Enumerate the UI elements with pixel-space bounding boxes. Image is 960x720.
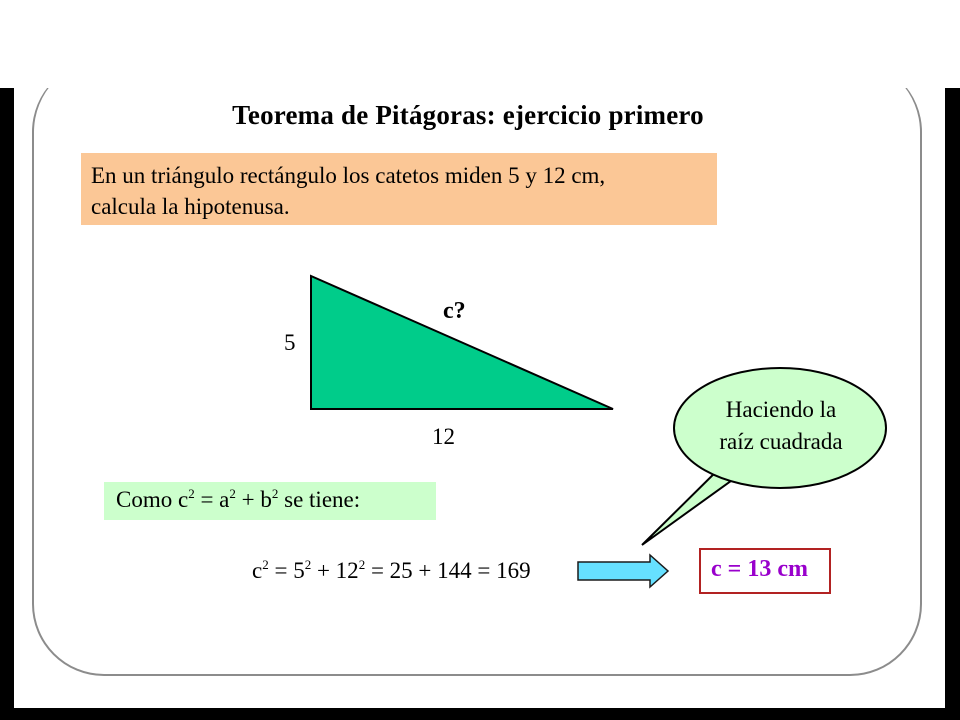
formula-exponent-a: 2 bbox=[229, 486, 236, 501]
problem-line-2: calcula la hipotenusa. bbox=[91, 194, 290, 219]
hypotenuse-label: c? bbox=[443, 298, 466, 324]
bubble-line-1: Haciendo la bbox=[725, 397, 837, 422]
formula-exponent-c: 2 bbox=[188, 486, 195, 501]
speech-bubble-text bbox=[692, 394, 870, 458]
calc-result: = 25 + 144 = 169 bbox=[365, 558, 531, 583]
calc-exponent-c: 2 bbox=[262, 557, 269, 572]
formula-mid2: + b bbox=[235, 487, 272, 512]
result-box: c = 13 cm bbox=[699, 548, 831, 594]
bubble-line-2: raíz cuadrada bbox=[719, 429, 843, 454]
formula-mid1: = a bbox=[194, 487, 230, 512]
calc-c: c bbox=[252, 558, 263, 583]
right-triangle bbox=[311, 276, 613, 409]
problem-line-1: En un triángulo rectángulo los catetos miden 5 y 12 cm, bbox=[91, 163, 606, 188]
calc-exponent-12: 2 bbox=[358, 557, 366, 572]
horizontal-leg-label: 12 bbox=[432, 424, 455, 449]
formula-box bbox=[104, 482, 436, 520]
formula-suffix: se tiene: bbox=[278, 487, 361, 512]
calc-exponent-5: 2 bbox=[304, 557, 312, 572]
calc-12: + 12 bbox=[311, 558, 359, 583]
right-arrow-icon bbox=[578, 555, 668, 587]
formula-prefix: Como c bbox=[116, 487, 189, 512]
slide-title: Teorema de Pitágoras: ejercicio primero bbox=[232, 100, 704, 130]
calc-5: = 5 bbox=[268, 558, 305, 583]
vertical-leg-label: 5 bbox=[284, 330, 296, 355]
calculation-line bbox=[252, 557, 531, 584]
formula-exponent-b: 2 bbox=[271, 486, 279, 501]
